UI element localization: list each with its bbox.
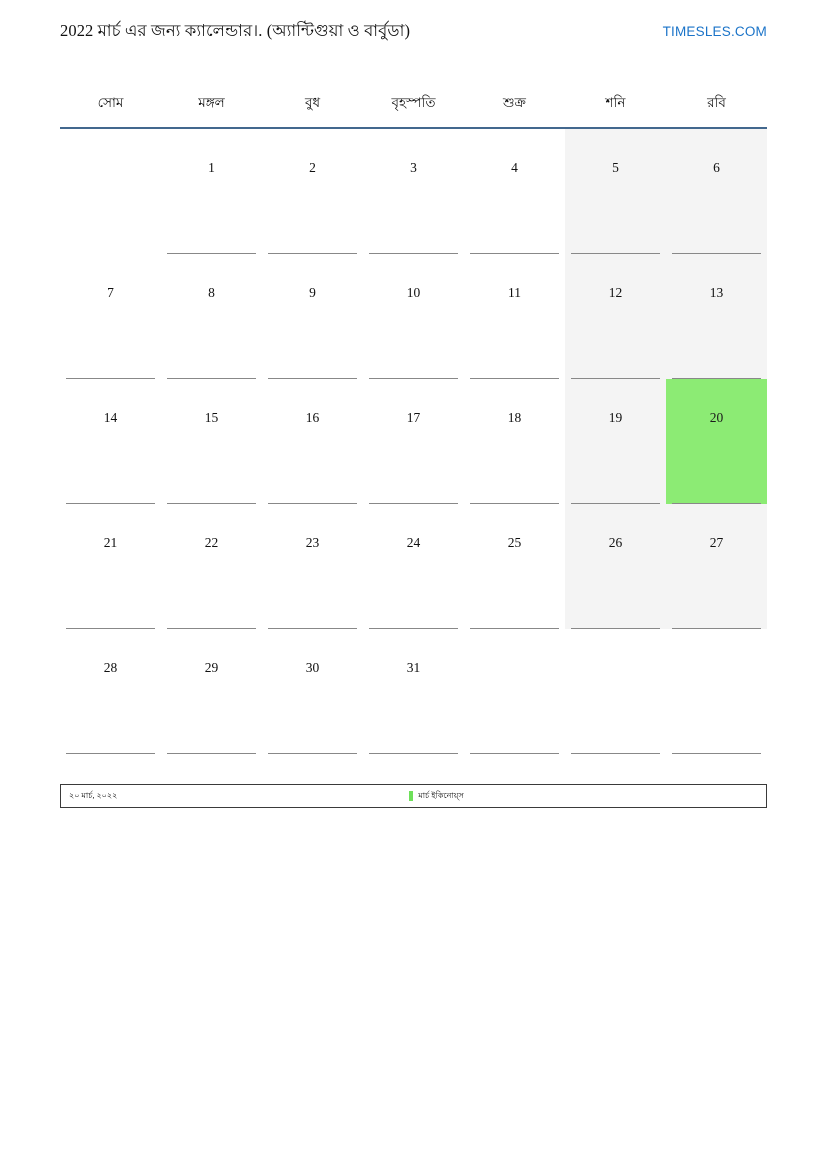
day-number: 14 xyxy=(103,410,118,425)
day-cell xyxy=(60,129,161,254)
page-header xyxy=(60,18,767,48)
legend-date: ২০ মার্চ, ২০২২ xyxy=(69,790,118,800)
day-number: 17 xyxy=(406,410,421,425)
week-row xyxy=(60,379,767,504)
day-number: 11 xyxy=(508,285,521,300)
day-number: 6 xyxy=(713,160,720,175)
day-cell[interactable] xyxy=(60,629,161,754)
weekday-tue: মঙ্গল xyxy=(198,94,225,110)
day-cell-today[interactable] xyxy=(666,379,767,504)
weekday-fri: শুক্র xyxy=(503,94,526,110)
cell-underline xyxy=(571,753,660,754)
day-number: 16 xyxy=(305,410,320,425)
day-cell[interactable] xyxy=(161,504,262,629)
page-title: 2022 মার্চ এর জন্য ক্যালেন্ডার।. (অ্যান্টিগুয়া ও বার্বুডা) xyxy=(60,21,411,40)
day-number: 30 xyxy=(305,660,320,675)
day-number: 5 xyxy=(612,160,619,175)
day-cell[interactable] xyxy=(464,254,565,379)
day-cell[interactable] xyxy=(60,254,161,379)
day-cell[interactable] xyxy=(161,379,262,504)
day-number: 18 xyxy=(507,410,522,425)
day-cell[interactable] xyxy=(60,504,161,629)
day-number: 9 xyxy=(309,285,316,300)
legend-bar xyxy=(60,784,767,808)
cell-underline xyxy=(672,753,761,754)
site-brand[interactable]: TIMESLES.COM xyxy=(662,24,767,39)
day-number: 4 xyxy=(511,160,518,175)
day-number: 8 xyxy=(208,285,215,300)
day-number: 26 xyxy=(608,535,623,550)
day-number: 29 xyxy=(204,660,219,675)
day-number: 31 xyxy=(406,660,421,675)
weekday-wed: বুধ xyxy=(304,94,321,110)
day-number: 20 xyxy=(709,410,724,425)
day-number: 23 xyxy=(305,535,320,550)
weekday-header-row xyxy=(60,82,767,124)
day-number: 1 xyxy=(208,160,215,175)
day-number: 10 xyxy=(406,285,421,300)
day-cell[interactable] xyxy=(262,129,363,254)
day-cell xyxy=(666,629,767,754)
day-number: 28 xyxy=(103,660,118,675)
week-row xyxy=(60,129,767,254)
day-cell xyxy=(464,629,565,754)
cell-underline xyxy=(470,753,559,754)
week-row xyxy=(60,629,767,754)
weekday-sat: শনি xyxy=(605,94,626,110)
day-cell[interactable] xyxy=(565,129,666,254)
day-cell[interactable] xyxy=(363,504,464,629)
event-color-swatch-icon xyxy=(409,791,413,801)
day-number: 25 xyxy=(507,535,522,550)
day-number: 19 xyxy=(608,410,623,425)
day-cell[interactable] xyxy=(666,254,767,379)
day-cell[interactable] xyxy=(565,504,666,629)
day-cell[interactable] xyxy=(161,254,262,379)
day-number: 22 xyxy=(204,535,219,550)
cell-underline xyxy=(268,753,357,754)
day-cell[interactable] xyxy=(262,504,363,629)
day-number: 12 xyxy=(608,285,623,300)
day-cell[interactable] xyxy=(363,254,464,379)
cell-underline xyxy=(167,753,256,754)
weekday-thu: বৃহস্পতি xyxy=(391,94,436,110)
weekday-sun: রবি xyxy=(707,94,726,110)
day-number: 27 xyxy=(709,535,724,550)
day-cell[interactable] xyxy=(666,129,767,254)
day-number: 7 xyxy=(107,285,114,300)
cell-underline xyxy=(66,753,155,754)
week-rows xyxy=(60,129,767,754)
day-number: 15 xyxy=(204,410,219,425)
day-cell[interactable] xyxy=(262,629,363,754)
day-cell[interactable] xyxy=(565,379,666,504)
week-row xyxy=(60,254,767,379)
day-number: 21 xyxy=(103,535,118,550)
legend-event xyxy=(409,790,463,803)
day-cell[interactable] xyxy=(262,379,363,504)
day-cell[interactable] xyxy=(363,129,464,254)
week-row xyxy=(60,504,767,629)
day-number: 13 xyxy=(709,285,724,300)
day-cell[interactable] xyxy=(666,504,767,629)
day-cell[interactable] xyxy=(464,379,565,504)
day-number: 2 xyxy=(309,160,316,175)
day-cell[interactable] xyxy=(363,379,464,504)
day-cell[interactable] xyxy=(161,629,262,754)
legend-event-label: মার্চ ইকিনোয়্স xyxy=(418,790,464,800)
day-cell[interactable] xyxy=(464,129,565,254)
day-cell[interactable] xyxy=(262,254,363,379)
day-cell[interactable] xyxy=(464,504,565,629)
day-cell xyxy=(565,629,666,754)
day-number: 24 xyxy=(406,535,421,550)
weekday-mon: সোম xyxy=(97,94,124,110)
day-cell[interactable] xyxy=(161,129,262,254)
day-number: 3 xyxy=(410,160,417,175)
day-cell[interactable] xyxy=(60,379,161,504)
day-cell[interactable] xyxy=(363,629,464,754)
cell-underline xyxy=(369,753,458,754)
day-cell[interactable] xyxy=(565,254,666,379)
calendar-grid xyxy=(60,82,767,754)
